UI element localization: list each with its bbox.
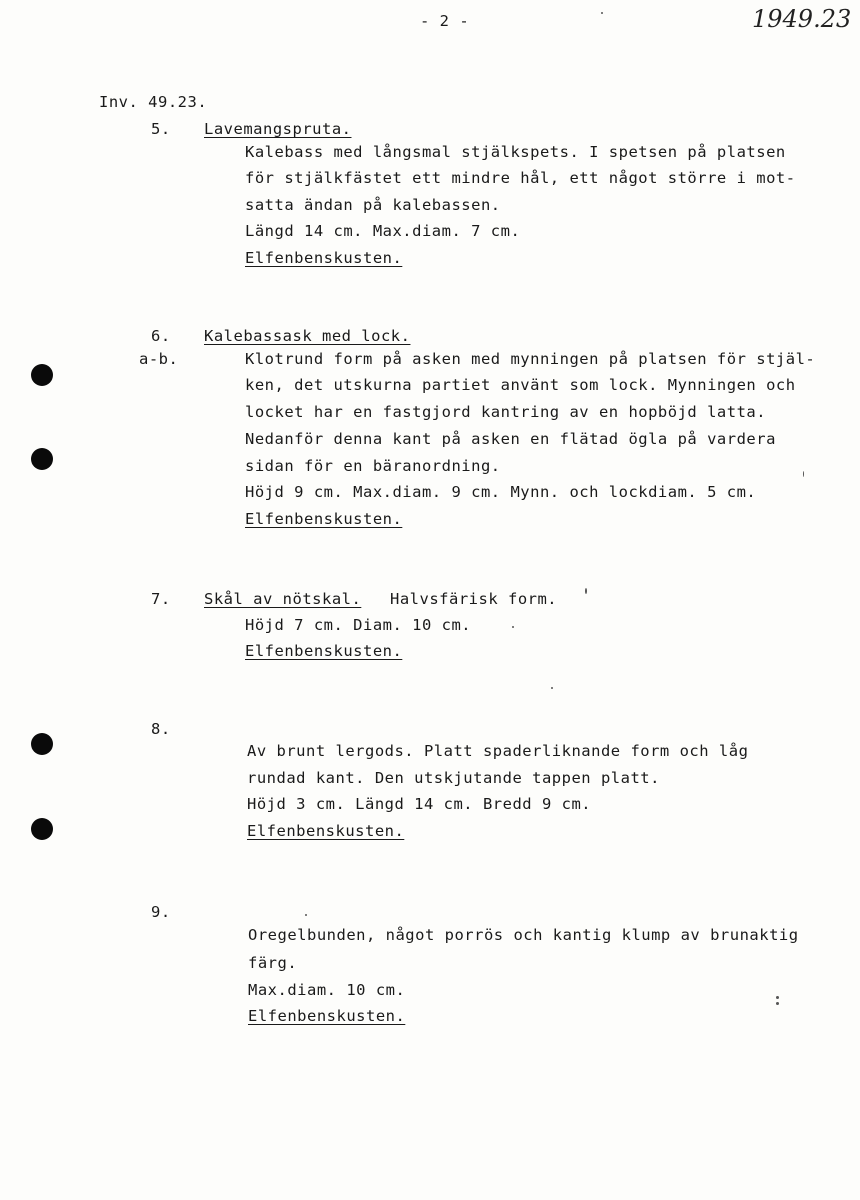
item-origin: Elfenbenskusten. xyxy=(245,249,403,267)
description-line: Klotrund form på asken med mynningen på platsen för stjäl- xyxy=(245,350,816,368)
description-line: Oregelbunden, något porrös och kantig klump av brunaktig xyxy=(248,926,799,944)
measurements-line: Höjd 7 cm. Diam. 10 cm. xyxy=(245,616,472,634)
description-line: Kalebass med långsmal stjälkspets. I spetsen på platsen xyxy=(245,143,786,161)
item-number: 7. xyxy=(151,590,171,608)
item-subnumber: a-b. xyxy=(139,350,179,368)
measurements-line: Höjd 3 cm. Längd 14 cm. Bredd 9 cm. xyxy=(247,795,592,813)
punch-hole xyxy=(31,818,53,840)
description-line: locket har en fastgjord kantring av en hopböjd latta. xyxy=(245,403,767,421)
paper-speck xyxy=(551,687,553,689)
measurements-line: Längd 14 cm. Max.diam. 7 cm. xyxy=(245,222,521,240)
paper-speck xyxy=(305,914,307,916)
item-number: 8. xyxy=(151,720,171,738)
paper-speck xyxy=(776,1002,779,1005)
description-line: för stjälkfästet ett mindre hål, ett något större i mot- xyxy=(245,169,796,187)
item-number: 6. xyxy=(151,327,171,345)
description-line: ken, det utskurna partiet använt som lock. Mynningen och xyxy=(245,376,796,394)
punch-hole xyxy=(31,733,53,755)
item-title-rest: Halvsfärisk form. xyxy=(390,590,558,608)
paper-speck xyxy=(601,12,603,14)
item-origin: Elfenbenskusten. xyxy=(245,642,403,660)
paper-speck xyxy=(803,471,804,477)
item-number: 9. xyxy=(151,903,171,921)
description-line: satta ändan på kalebassen. xyxy=(245,196,501,214)
measurements-line: Höjd 9 cm. Max.diam. 9 cm. Mynn. och lockdiam. 5 cm. xyxy=(245,483,757,501)
description-line: Av brunt lergods. Platt spaderliknande form och låg xyxy=(247,742,749,760)
paper-speck xyxy=(776,996,779,999)
description-line: sidan för en bäranordning. xyxy=(245,457,501,475)
item-origin: Elfenbenskusten. xyxy=(248,1007,406,1025)
item-title: Kalebassask med lock. xyxy=(204,327,411,345)
punch-hole xyxy=(31,448,53,470)
page-number: - 2 - xyxy=(420,12,470,30)
description-line: färg. xyxy=(248,954,298,972)
item-number: 5. xyxy=(151,120,171,138)
inventory-label: Inv. 49.23. xyxy=(99,93,208,111)
description-line: Nedanför denna kant på asken en flätad ögla på vardera xyxy=(245,430,776,448)
item-origin: Elfenbenskusten. xyxy=(245,510,403,528)
item-title: Lavemangspruta. xyxy=(204,120,352,138)
punch-hole xyxy=(31,364,53,386)
item-title: Skål av nötskal. xyxy=(204,590,362,608)
measurements-line: Max.diam. 10 cm. xyxy=(248,981,406,999)
paper-speck xyxy=(512,626,514,628)
item-origin: Elfenbenskusten. xyxy=(247,822,405,840)
handwritten-reference: 1949.23 xyxy=(752,5,852,33)
description-line: rundad kant. Den utskjutande tappen platt. xyxy=(247,769,660,787)
paper-speck xyxy=(585,588,587,594)
